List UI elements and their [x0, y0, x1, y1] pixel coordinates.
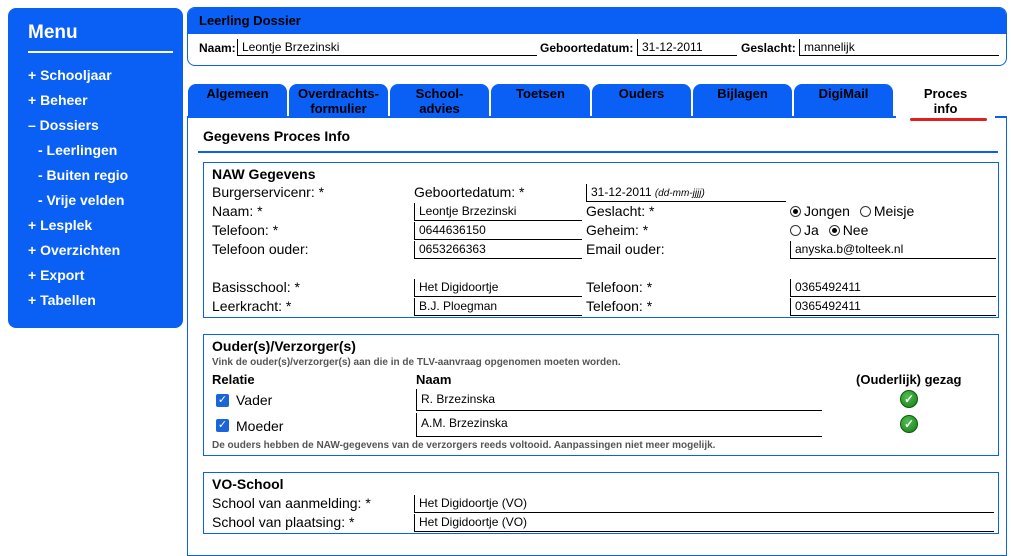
moeder-gezag-check-icon: ✓ [900, 415, 918, 433]
tab-schooladvies-label-2: advies [419, 101, 460, 116]
geslacht-jongen-label: Jongen [804, 203, 850, 219]
header-geslacht-value: mannelijk [799, 39, 999, 56]
geslacht-radio-group [790, 203, 914, 219]
tab-proces-info-label-2: info [933, 101, 958, 116]
basisschool-input[interactable]: Het Digidoortje [414, 279, 582, 297]
col-relatie: Relatie [212, 372, 255, 387]
tab-algemeen[interactable] [188, 84, 287, 118]
menu-item-leerlingen[interactable]: - Leerlingen [38, 142, 118, 158]
col-naam: Naam [416, 372, 452, 387]
naam-input[interactable]: Leontje Brzezinski [414, 203, 582, 221]
tab-digimail[interactable] [794, 84, 893, 118]
geheim-label: Geheim: * [586, 222, 649, 238]
geheim-radio-group [790, 222, 868, 238]
panel-divider [198, 151, 998, 153]
telefoon-input[interactable]: 0644636150 [414, 222, 582, 240]
geslacht-jongen-radio[interactable] [790, 206, 801, 217]
header-naam-label: Naam: [199, 41, 236, 55]
vader-relatie: Vader [236, 392, 273, 408]
menu-item-schooljaar[interactable]: + Schooljaar [28, 67, 112, 83]
tab-toetsen-label: Toetsen [516, 86, 565, 101]
tab-schooladvies-label-1: School- [415, 86, 464, 101]
dossier-title: Leerling Dossier [188, 8, 1006, 34]
vader-checkbox[interactable]: ✓ [217, 394, 228, 406]
school-telefoon-label: Telefoon: * [586, 279, 653, 295]
telefoon-label: Telefoon: * [212, 222, 279, 238]
proces-info-panel [187, 116, 1007, 556]
basisschool-label: Basisschool: * [212, 279, 300, 295]
col-gezag: (Ouderlijk) gezag [856, 372, 962, 387]
geheim-nee-label: Nee [842, 222, 869, 238]
naw-section [203, 162, 999, 318]
moeder-naam-input[interactable]: A.M. Brzezinska [416, 413, 822, 437]
aanmelding-label: School van aanmelding: * [212, 495, 371, 511]
vader-gezag-check-icon: ✓ [900, 390, 918, 408]
bsn-label: Burgerservicenr: * [212, 184, 325, 200]
header-geboortedatum-label: Geboortedatum: [540, 41, 634, 55]
telefoon-ouder-input[interactable]: 0653266363 [414, 241, 582, 259]
geslacht-meisje-radio[interactable] [860, 206, 871, 217]
header-geboortedatum-value: 31-12-2011 [637, 39, 737, 56]
leerkracht-input[interactable]: B.J. Ploegman [414, 298, 582, 316]
geboortedatum-hint: (dd-mm-jjjj) [654, 188, 705, 199]
tab-ouders-label: Ouders [618, 86, 665, 101]
header-geslacht-label: Geslacht: [741, 41, 796, 55]
geheim-nee-radio[interactable] [829, 225, 840, 236]
tab-bijlagen-label: Bijlagen [717, 86, 768, 101]
geheim-ja-label: Ja [804, 222, 819, 238]
menu-item-dossiers[interactable]: – Dossiers [28, 117, 99, 133]
active-tab-indicator [910, 118, 987, 121]
naam-label: Naam: * [212, 203, 263, 219]
telefoon-ouder-label: Telefoon ouder: [212, 241, 309, 257]
menu-item-beheer[interactable]: + Beheer [28, 92, 88, 108]
leerkracht-telefoon-label: Telefoon: * [586, 298, 653, 314]
menu-item-tabellen[interactable]: + Tabellen [28, 292, 96, 308]
tab-proces-info[interactable] [896, 84, 995, 120]
tab-proces-info-label-1: Proces [923, 86, 968, 101]
geboortedatum-label: Geboortedatum: * [414, 184, 525, 200]
plaatsing-label: School van plaatsing: * [212, 514, 355, 530]
menu-item-vrije-velden[interactable]: - Vrije velden [38, 192, 125, 208]
moeder-checkbox[interactable]: ✓ [217, 419, 228, 431]
geheim-ja-radio[interactable] [790, 225, 801, 236]
geslacht-label: Geslacht: * [586, 203, 655, 219]
tab-schooladvies[interactable] [390, 84, 489, 118]
tab-toetsen[interactable] [491, 84, 590, 118]
email-ouder-input[interactable]: anyska.b@tolteek.nl [790, 241, 996, 259]
panel-title: Gegevens Proces Info [203, 128, 351, 144]
dossier-header [187, 7, 1007, 66]
tab-bijlagen[interactable] [693, 84, 792, 118]
email-ouder-label: Email ouder: [586, 241, 665, 257]
ouders-title: Ouder(s)/Verzorger(s) [212, 338, 356, 354]
menu-item-lesplek[interactable]: + Lesplek [28, 217, 93, 233]
vader-naam-input[interactable]: R. Brzezinska [416, 389, 822, 411]
moeder-relatie: Moeder [236, 418, 284, 434]
plaatsing-input[interactable]: Het Digidoortje (VO) [414, 514, 994, 532]
menu-item-export[interactable]: + Export [28, 267, 85, 283]
header-naam-value: Leontje Brzezinski [237, 39, 537, 56]
vo-school-section [203, 472, 999, 534]
geboortedatum-input[interactable] [586, 184, 786, 202]
tab-overdrachtsformulier-label-1: Overdrachts- [298, 86, 379, 101]
tab-overdrachtsformulier-label-2: formulier [310, 101, 367, 116]
sidebar-menu [8, 8, 183, 328]
tab-overdrachtsformulier[interactable] [289, 84, 388, 118]
vo-school-title: VO-School [212, 476, 284, 492]
ouders-section [203, 334, 999, 456]
tab-digimail-label: DigiMail [818, 86, 869, 101]
menu-title: Menu [28, 22, 78, 43]
menu-item-overzichten[interactable]: + Overzichten [28, 242, 121, 258]
leerkracht-telefoon-input[interactable]: 0365492411 [790, 298, 996, 316]
geboortedatum-value: 31-12-2011 [591, 185, 652, 199]
ouders-instruction: Vink de ouder(s)/verzorger(s) aan die in de TLV-aanvraag opgenomen moeten worden. [212, 357, 621, 368]
ouders-note: De ouders hebben de NAW-gegevens van de verzorgers reeds voltooid. Aanpassingen niet meer mogelijk. [212, 440, 716, 451]
tab-ouders[interactable] [592, 84, 691, 118]
menu-item-buiten-regio[interactable]: - Buiten regio [38, 167, 129, 183]
menu-divider [28, 51, 173, 53]
tab-algemeen-label: Algemeen [206, 86, 269, 101]
school-telefoon-input[interactable]: 0365492411 [790, 279, 996, 297]
leerkracht-label: Leerkracht: * [212, 298, 292, 314]
aanmelding-input[interactable]: Het Digidoortje (VO) [414, 495, 994, 513]
geslacht-meisje-label: Meisje [873, 203, 915, 219]
naw-title: NAW Gegevens [212, 166, 316, 182]
